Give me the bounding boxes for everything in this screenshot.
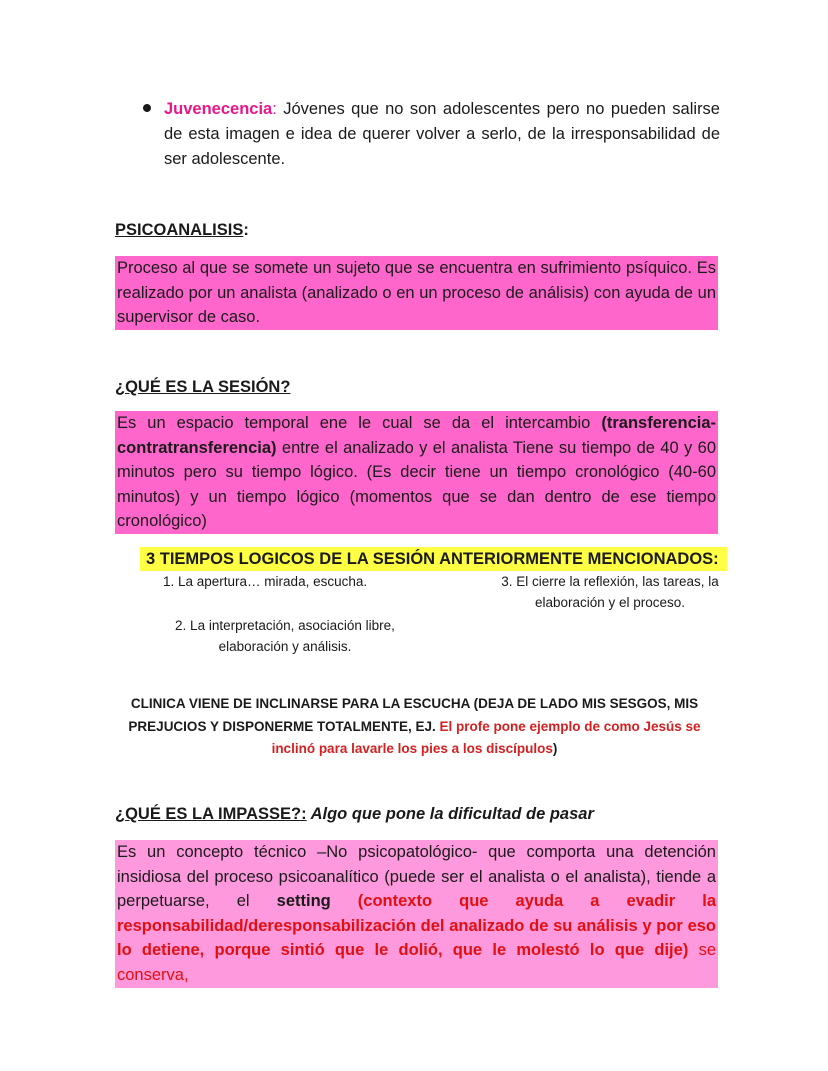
sesion-definition <box>115 411 718 534</box>
sesion-heading-text: ¿QUÉ ES LA SESIÓN? <box>115 378 291 396</box>
psicoanalisis-definition: Proceso al que se somete un sujeto que se encuentra en sufrimiento psíquico. Es realizado por un analista (analizado o en un proceso de análisis) con ayuda de un supervisor de caso. <box>115 256 718 330</box>
impasse-body-part1: Es un concepto técnico –No psicopatológico- que comporta una detención insidiosa del proceso psicoanalítico (puede ser el analista o el analista), tiende a perpetuarse, el <box>117 843 716 911</box>
juvenecencia-colon: : <box>272 100 277 118</box>
impasse-body-end: se conserva, <box>117 941 716 984</box>
psicoanalisis-heading-text: PSICOANALISIS <box>115 221 244 239</box>
impasse-heading <box>115 805 594 824</box>
bullet-icon <box>142 103 152 113</box>
impasse-definition <box>115 840 718 988</box>
impasse-setting: setting <box>276 892 331 911</box>
clinica-red: El profe pone ejemplo de como Jesús se inclinó para lavarle los pies a los discípulos <box>271 718 701 756</box>
clinica-part2: ) <box>552 741 558 756</box>
clinica-note <box>115 693 714 761</box>
sesion-body-part2: entre el analizado y el analista Tiene su tiempo de 40 y 60 minutos pero su tiempo lógico. (Es decir tiene un tiempo cronológico (40-60 minutos) y un tiempo lógico (momentos que se dan dentro de ese tiempo cronológico) <box>117 438 716 531</box>
clinica-part1: CLINICA VIENE DE INCLINARSE PARA LA ESCUCHA (DEJA DE LADO MIS SESGOS, MIS PREJUCIOS Y DISPONERME TOTALMENTE, EJ. <box>128 696 699 734</box>
tiempos-title: 3 TIEMPOS LOGICOS DE LA SESIÓN ANTERIORMENTE MENCIONADOS: <box>140 547 727 571</box>
impasse-body-red: (contexto que ayuda a evadir la responsabilidad/deresponsabilización del analizado de su análisis y por eso lo detiene, porque sintió que le dolió, que le molestó lo que dije) <box>117 892 717 960</box>
tiempos-item-3: 3. El cierre la reflexión, las tareas, la elaboración y el proceso. <box>501 574 719 610</box>
psicoanalisis-heading <box>115 219 714 241</box>
sesion-heading <box>115 376 714 398</box>
juvenecencia-bullet <box>140 97 720 172</box>
sesion-body-bold: (transferencia-contratransferencia) <box>117 414 716 457</box>
juvenecencia-term: Juvenecencia <box>164 100 273 118</box>
tiempos-item-1: 1. La apertura… mirada, escucha. <box>163 574 368 589</box>
tiempos-item-2: 2. La interpretación, asociación libre, elaboración y análisis. <box>175 618 395 654</box>
sesion-body-part1: Es un espacio temporal ene le cual se da el intercambio <box>117 414 602 432</box>
impasse-heading-text: ¿QUÉ ES LA IMPASSE?: <box>115 805 307 823</box>
psicoanalisis-heading-colon: : <box>243 221 249 239</box>
juvenecencia-text <box>164 97 720 172</box>
juvenecencia-definition: Jóvenes que no son adolescentes pero no pueden salirse de esta imagen e idea de querer volver a serlo, de la irresponsabilidad de ser adolescente. <box>164 100 720 168</box>
impasse-subtitle: Algo que pone la dificultad de pasar <box>306 805 594 823</box>
